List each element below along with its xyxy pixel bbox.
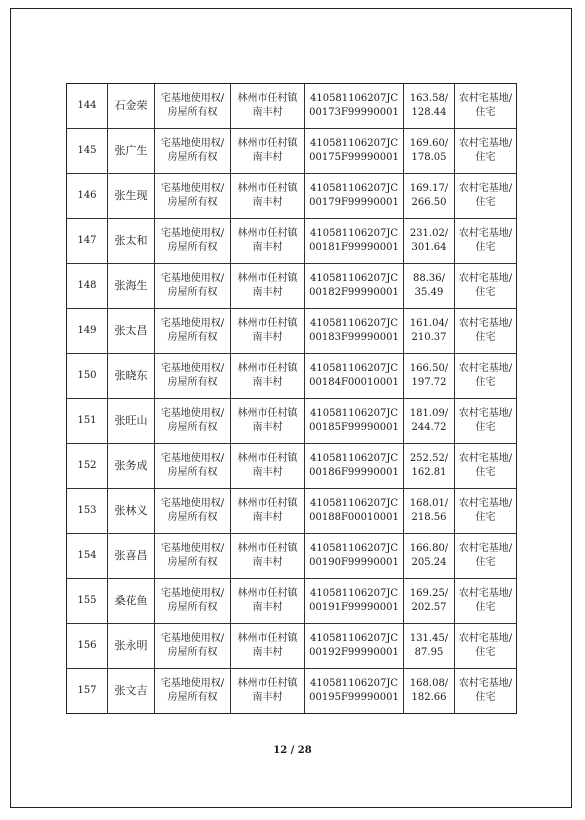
cell-area-value xyxy=(404,399,455,444)
right-type-text: 宅基地使用权/ 房屋所有权 xyxy=(160,318,225,343)
cell-row-number xyxy=(67,444,108,489)
owner-name-text: 石金荣 xyxy=(114,99,148,112)
cell-location xyxy=(231,579,305,624)
cell-land-use xyxy=(455,624,517,669)
right-type-text: 宅基地使用权/ 房屋所有权 xyxy=(160,138,225,163)
cell-row-number xyxy=(67,174,108,219)
table-row xyxy=(67,579,517,624)
cell-owner-name xyxy=(108,174,155,219)
cell-location xyxy=(231,219,305,264)
cell-owner-name xyxy=(108,264,155,309)
row-number-text: 153 xyxy=(77,505,97,516)
unit-code-text: 410581106207JC 00182F99990001 xyxy=(309,273,399,298)
area-value-text: 181.09/ 244.72 xyxy=(409,408,449,433)
unit-code-text: 410581106207JC 00175F99990001 xyxy=(309,138,399,163)
cell-unit-code xyxy=(305,264,404,309)
cell-location xyxy=(231,534,305,579)
area-value-text: 163.58/ 128.44 xyxy=(409,93,449,118)
right-type-text: 宅基地使用权/ 房屋所有权 xyxy=(160,273,225,298)
area-value-text: 231.02/ 301.64 xyxy=(409,228,449,253)
owner-name-text: 张太和 xyxy=(114,234,148,247)
location-text: 林州市任村镇 南丰村 xyxy=(237,453,298,478)
cell-area-value xyxy=(404,489,455,534)
cell-right-type xyxy=(155,219,231,264)
cell-area-value xyxy=(404,309,455,354)
cell-area-value xyxy=(404,174,455,219)
row-number-text: 147 xyxy=(77,235,97,246)
right-type-text: 宅基地使用权/ 房屋所有权 xyxy=(160,588,225,613)
land-use-text: 农村宅基地/ 住宅 xyxy=(458,318,513,343)
location-text: 林州市任村镇 南丰村 xyxy=(237,363,298,388)
area-value-text: 169.60/ 178.05 xyxy=(409,138,449,163)
unit-code-text: 410581106207JC 00186F99990001 xyxy=(309,453,399,478)
unit-code-text: 410581106207JC 00191F99990001 xyxy=(309,588,399,613)
cell-right-type xyxy=(155,309,231,354)
table-row xyxy=(67,624,517,669)
row-number-text: 151 xyxy=(77,415,97,426)
cell-location xyxy=(231,174,305,219)
land-use-text: 农村宅基地/ 住宅 xyxy=(458,633,513,658)
cell-owner-name xyxy=(108,354,155,399)
table-row xyxy=(67,669,517,714)
cell-row-number xyxy=(67,219,108,264)
table-row xyxy=(67,264,517,309)
row-number-text: 156 xyxy=(77,640,97,651)
row-number-text: 155 xyxy=(77,595,97,606)
location-text: 林州市任村镇 南丰村 xyxy=(237,93,298,118)
cell-land-use xyxy=(455,489,517,534)
cell-row-number xyxy=(67,624,108,669)
cell-owner-name xyxy=(108,669,155,714)
cell-right-type xyxy=(155,399,231,444)
owner-name-text: 张文吉 xyxy=(114,684,148,697)
cell-right-type xyxy=(155,669,231,714)
location-text: 林州市任村镇 南丰村 xyxy=(237,408,298,433)
location-text: 林州市任村镇 南丰村 xyxy=(237,318,298,343)
area-value-text: 131.45/ 87.95 xyxy=(409,633,449,658)
cell-owner-name xyxy=(108,624,155,669)
owner-name-text: 张旺山 xyxy=(114,414,148,427)
cell-land-use xyxy=(455,579,517,624)
cell-land-use xyxy=(455,534,517,579)
table-row xyxy=(67,309,517,354)
cell-right-type xyxy=(155,129,231,174)
table-row xyxy=(67,534,517,579)
cell-location xyxy=(231,264,305,309)
owner-name-text: 张太昌 xyxy=(114,324,148,337)
owner-name-text: 张永明 xyxy=(114,639,148,652)
table-row xyxy=(67,84,517,129)
records-body xyxy=(67,84,517,714)
owner-name-text: 张广生 xyxy=(114,144,148,157)
cell-location xyxy=(231,354,305,399)
cell-owner-name xyxy=(108,399,155,444)
row-number-text: 146 xyxy=(77,190,97,201)
location-text: 林州市任村镇 南丰村 xyxy=(237,543,298,568)
location-text: 林州市任村镇 南丰村 xyxy=(237,228,298,253)
land-use-text: 农村宅基地/ 住宅 xyxy=(458,408,513,433)
right-type-text: 宅基地使用权/ 房屋所有权 xyxy=(160,543,225,568)
unit-code-text: 410581106207JC 00188F00010001 xyxy=(309,498,399,523)
cell-right-type xyxy=(155,579,231,624)
owner-name-text: 桑花鱼 xyxy=(114,594,148,607)
row-number-text: 154 xyxy=(77,550,97,561)
right-type-text: 宅基地使用权/ 房屋所有权 xyxy=(160,633,225,658)
area-value-text: 166.50/ 197.72 xyxy=(409,363,449,388)
cell-owner-name xyxy=(108,129,155,174)
land-use-text: 农村宅基地/ 住宅 xyxy=(458,363,513,388)
cell-right-type xyxy=(155,534,231,579)
land-use-text: 农村宅基地/ 住宅 xyxy=(458,228,513,253)
cell-right-type xyxy=(155,354,231,399)
row-number-text: 144 xyxy=(77,100,97,111)
right-type-text: 宅基地使用权/ 房屋所有权 xyxy=(160,228,225,253)
cell-land-use xyxy=(455,669,517,714)
cell-land-use xyxy=(455,84,517,129)
table-row xyxy=(67,444,517,489)
table-row xyxy=(67,354,517,399)
cell-row-number xyxy=(67,264,108,309)
cell-unit-code xyxy=(305,309,404,354)
location-text: 林州市任村镇 南丰村 xyxy=(237,498,298,523)
area-value-text: 168.01/ 218.56 xyxy=(409,498,449,523)
cell-area-value xyxy=(404,669,455,714)
cell-owner-name xyxy=(108,579,155,624)
row-number-text: 150 xyxy=(77,370,97,381)
cell-location xyxy=(231,624,305,669)
cell-owner-name xyxy=(108,219,155,264)
right-type-text: 宅基地使用权/ 房屋所有权 xyxy=(160,363,225,388)
cell-area-value xyxy=(404,84,455,129)
owner-name-text: 张晓东 xyxy=(114,369,148,382)
land-use-text: 农村宅基地/ 住宅 xyxy=(458,138,513,163)
cell-unit-code xyxy=(305,534,404,579)
cell-area-value xyxy=(404,354,455,399)
cell-unit-code xyxy=(305,669,404,714)
cell-row-number xyxy=(67,534,108,579)
owner-name-text: 张海生 xyxy=(114,279,148,292)
cell-unit-code xyxy=(305,444,404,489)
cell-right-type xyxy=(155,84,231,129)
cell-right-type xyxy=(155,444,231,489)
cell-row-number xyxy=(67,84,108,129)
area-value-text: 88.36/ 35.49 xyxy=(413,273,445,298)
area-value-text: 166.80/ 205.24 xyxy=(409,543,449,568)
unit-code-text: 410581106207JC 00192F99990001 xyxy=(309,633,399,658)
land-use-text: 农村宅基地/ 住宅 xyxy=(458,678,513,703)
unit-code-text: 410581106207JC 00185F99990001 xyxy=(309,408,399,433)
cell-row-number xyxy=(67,309,108,354)
cell-right-type xyxy=(155,624,231,669)
cell-land-use xyxy=(455,399,517,444)
cell-row-number xyxy=(67,579,108,624)
cell-land-use xyxy=(455,174,517,219)
cell-unit-code xyxy=(305,399,404,444)
table-row xyxy=(67,174,517,219)
cell-area-value xyxy=(404,219,455,264)
cell-right-type xyxy=(155,174,231,219)
cell-row-number xyxy=(67,354,108,399)
unit-code-text: 410581106207JC 00195F99990001 xyxy=(309,678,399,703)
land-use-text: 农村宅基地/ 住宅 xyxy=(458,93,513,118)
cell-unit-code xyxy=(305,129,404,174)
owner-name-text: 张务成 xyxy=(114,459,148,472)
cell-right-type xyxy=(155,489,231,534)
location-text: 林州市任村镇 南丰村 xyxy=(237,183,298,208)
right-type-text: 宅基地使用权/ 房屋所有权 xyxy=(160,183,225,208)
table-row xyxy=(67,219,517,264)
land-use-text: 农村宅基地/ 住宅 xyxy=(458,453,513,478)
right-type-text: 宅基地使用权/ 房屋所有权 xyxy=(160,498,225,523)
location-text: 林州市任村镇 南丰村 xyxy=(237,138,298,163)
cell-land-use xyxy=(455,354,517,399)
right-type-text: 宅基地使用权/ 房屋所有权 xyxy=(160,408,225,433)
row-number-text: 149 xyxy=(77,325,97,336)
land-use-text: 农村宅基地/ 住宅 xyxy=(458,183,513,208)
area-value-text: 252.52/ 162.81 xyxy=(409,453,449,478)
location-text: 林州市任村镇 南丰村 xyxy=(237,588,298,613)
right-type-text: 宅基地使用权/ 房屋所有权 xyxy=(160,93,225,118)
land-use-text: 农村宅基地/ 住宅 xyxy=(458,588,513,613)
cell-location xyxy=(231,399,305,444)
cell-area-value xyxy=(404,264,455,309)
land-use-text: 农村宅基地/ 住宅 xyxy=(458,498,513,523)
cell-unit-code xyxy=(305,174,404,219)
cell-owner-name xyxy=(108,84,155,129)
cell-area-value xyxy=(404,534,455,579)
cell-location xyxy=(231,129,305,174)
location-text: 林州市任村镇 南丰村 xyxy=(237,633,298,658)
area-value-text: 168.08/ 182.66 xyxy=(409,678,449,703)
unit-code-text: 410581106207JC 00190F99990001 xyxy=(309,543,399,568)
cell-location xyxy=(231,84,305,129)
cell-unit-code xyxy=(305,219,404,264)
area-value-text: 161.04/ 210.37 xyxy=(409,318,449,343)
cell-location xyxy=(231,309,305,354)
cell-land-use xyxy=(455,444,517,489)
cell-owner-name xyxy=(108,489,155,534)
area-value-text: 169.25/ 202.57 xyxy=(409,588,449,613)
table-row xyxy=(67,399,517,444)
page-number: 12 / 28 xyxy=(273,745,312,756)
table-row xyxy=(67,129,517,174)
cell-row-number xyxy=(67,399,108,444)
cell-owner-name xyxy=(108,534,155,579)
cell-area-value xyxy=(404,444,455,489)
owner-name-text: 张林义 xyxy=(114,504,148,517)
cell-area-value xyxy=(404,129,455,174)
cell-right-type xyxy=(155,264,231,309)
cell-owner-name xyxy=(108,444,155,489)
cell-location xyxy=(231,669,305,714)
land-use-text: 农村宅基地/ 住宅 xyxy=(458,543,513,568)
location-text: 林州市任村镇 南丰村 xyxy=(237,273,298,298)
right-type-text: 宅基地使用权/ 房屋所有权 xyxy=(160,453,225,478)
cell-row-number xyxy=(67,489,108,534)
row-number-text: 152 xyxy=(77,460,97,471)
area-value-text: 169.17/ 266.50 xyxy=(409,183,449,208)
cell-unit-code xyxy=(305,489,404,534)
cell-location xyxy=(231,489,305,534)
cell-row-number xyxy=(67,669,108,714)
cell-area-value xyxy=(404,624,455,669)
cell-unit-code xyxy=(305,84,404,129)
cell-location xyxy=(231,444,305,489)
unit-code-text: 410581106207JC 00173F99990001 xyxy=(309,93,399,118)
land-use-text: 农村宅基地/ 住宅 xyxy=(458,273,513,298)
cell-owner-name xyxy=(108,309,155,354)
cell-unit-code xyxy=(305,579,404,624)
unit-code-text: 410581106207JC 00181F99990001 xyxy=(309,228,399,253)
cell-unit-code xyxy=(305,354,404,399)
row-number-text: 157 xyxy=(77,685,97,696)
row-number-text: 145 xyxy=(77,145,97,156)
cell-land-use xyxy=(455,264,517,309)
cell-land-use xyxy=(455,219,517,264)
table-row xyxy=(67,489,517,534)
unit-code-text: 410581106207JC 00183F99990001 xyxy=(309,318,399,343)
records-table xyxy=(66,83,517,714)
right-type-text: 宅基地使用权/ 房屋所有权 xyxy=(160,678,225,703)
cell-land-use xyxy=(455,129,517,174)
owner-name-text: 张喜昌 xyxy=(114,549,148,562)
row-number-text: 148 xyxy=(77,280,97,291)
cell-land-use xyxy=(455,309,517,354)
unit-code-text: 410581106207JC 00184F00010001 xyxy=(309,363,399,388)
cell-area-value xyxy=(404,579,455,624)
cell-row-number xyxy=(67,129,108,174)
cell-unit-code xyxy=(305,624,404,669)
location-text: 林州市任村镇 南丰村 xyxy=(237,678,298,703)
unit-code-text: 410581106207JC 00179F99990001 xyxy=(309,183,399,208)
owner-name-text: 张生现 xyxy=(114,189,148,202)
